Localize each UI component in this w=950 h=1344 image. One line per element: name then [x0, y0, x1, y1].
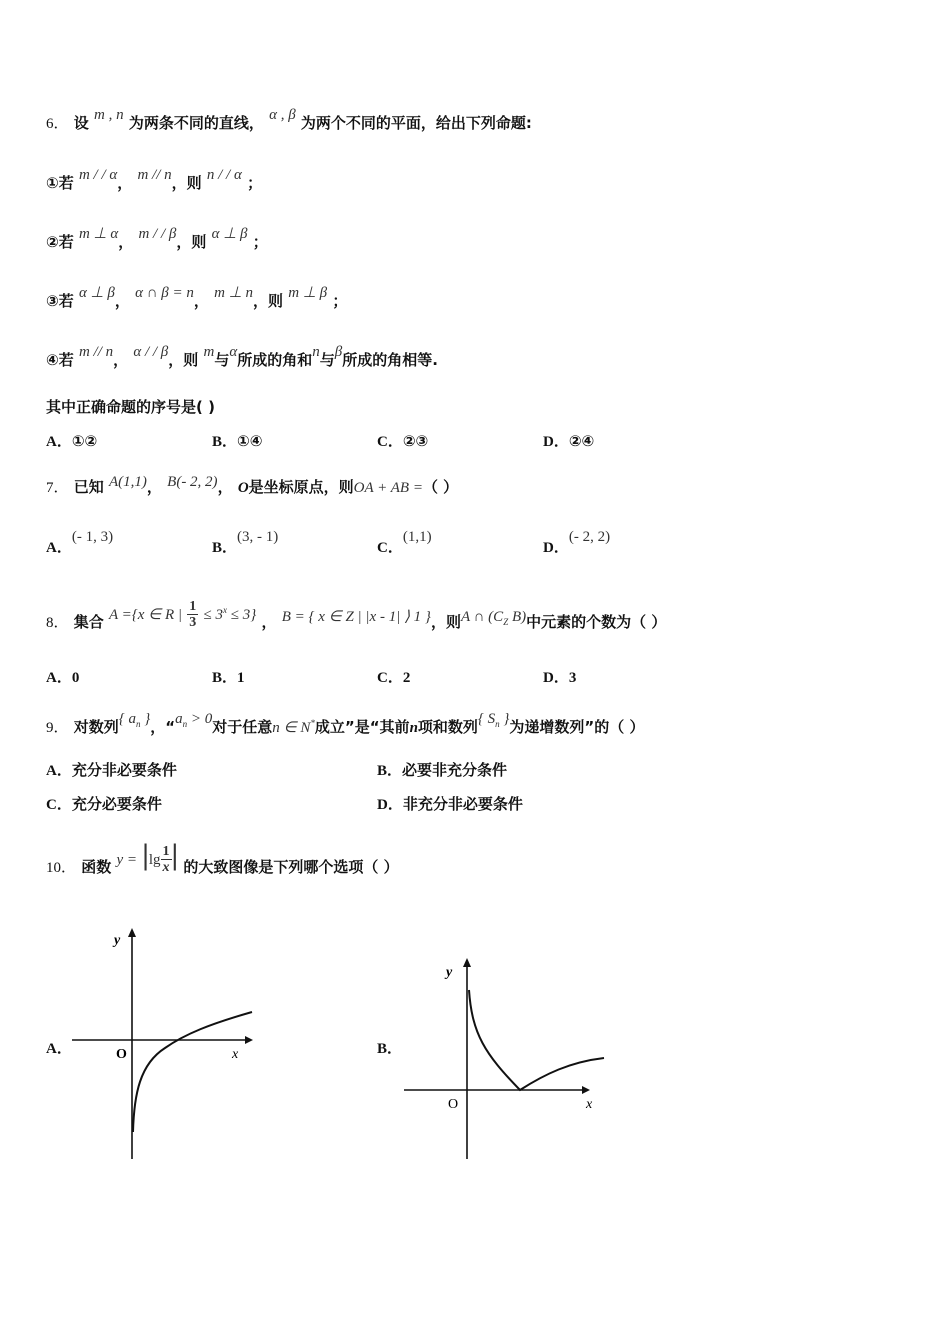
q9-option-d[interactable] — [377, 793, 523, 816]
q7-option-c[interactable] — [377, 529, 432, 559]
numerator: 1 — [162, 844, 170, 859]
q8-option-d[interactable] — [543, 666, 576, 689]
math-sequence: { $a_n$ } — [118, 711, 151, 729]
subscript: n — [136, 719, 141, 729]
text: ； — [252, 233, 268, 251]
text: 函数 — [81, 858, 112, 876]
q6-proposition-4: ④若 m // n， α / / β，则 m与α所成的角和n与β所成的角相等. — [46, 344, 438, 369]
q6-option-d[interactable] — [543, 430, 594, 453]
q6-proposition-1: ①若 m / / α， m // n，则 n / / α ； — [46, 167, 263, 192]
math-intersection — [461, 609, 526, 625]
option-text: 0 — [71, 670, 80, 686]
y-axis-arrow — [463, 958, 471, 967]
option-label: B． — [377, 763, 403, 779]
math: S — [487, 711, 496, 727]
math: lg — [148, 852, 161, 868]
curve — [133, 1012, 252, 1132]
prop-mark: ②若 — [46, 233, 74, 251]
question-number: 10． — [46, 860, 77, 876]
q8-option-b[interactable] — [212, 666, 245, 689]
prop-mark: ①若 — [46, 174, 74, 192]
option-label: A． — [46, 540, 72, 556]
math: n ∈ N — [272, 720, 311, 736]
option-text: 1 — [237, 670, 245, 686]
text: ； — [247, 174, 263, 192]
q9-option-c[interactable] — [46, 793, 162, 816]
fraction — [187, 599, 198, 630]
q6-proposition-3: ③若 α ⊥ β， α ∩ β = n， m ⊥ n，则 m ⊥ β ； — [46, 285, 348, 310]
math: B) — [508, 609, 527, 625]
text: 集合 — [73, 613, 104, 631]
text: 对数列 — [73, 718, 119, 736]
q8-option-a[interactable] — [46, 666, 79, 689]
math: n — [409, 720, 418, 736]
question-number: 6． — [46, 116, 69, 132]
math: n — [312, 344, 320, 360]
option-label: D． — [377, 797, 403, 813]
option-label: D． — [543, 670, 569, 686]
math-planes: α , β — [269, 107, 296, 123]
text: 项和数列 — [417, 718, 478, 736]
q9-stem — [46, 712, 645, 744]
subscript: n — [182, 719, 188, 729]
option-label: A． — [46, 1041, 72, 1057]
text: 为两个不同的平面，给出下列命题: — [300, 114, 532, 132]
y-label: y — [446, 965, 453, 980]
option-label: A． — [46, 434, 72, 450]
math: m — [203, 344, 215, 360]
text: 为递增数列”的（ ） — [509, 718, 645, 736]
option-text: (1,1) — [402, 529, 432, 545]
q10-option-a[interactable] — [46, 1037, 72, 1060]
text: 是坐标原点，则 — [248, 478, 354, 496]
option-label: A． — [46, 670, 72, 686]
text: 所成的角相等. — [342, 351, 438, 369]
text: ， — [261, 613, 277, 631]
math-set-a — [109, 599, 261, 630]
q9-option-a[interactable] — [46, 759, 177, 782]
prop-mark: ③若 — [46, 292, 74, 310]
denominator: x — [162, 860, 170, 875]
math: m / / β — [138, 226, 177, 242]
math: m // n — [137, 167, 172, 183]
option-text: ①④ — [237, 432, 263, 450]
text: ， — [146, 478, 162, 496]
math-point-a: A(1,1) — [109, 474, 147, 490]
option-text: 非充分非必要条件 — [402, 795, 523, 813]
option-label: D． — [543, 540, 569, 556]
q7-option-d[interactable] — [543, 529, 611, 559]
math: a — [175, 711, 183, 727]
option-text: ②④ — [568, 432, 595, 450]
text: ； — [332, 292, 348, 310]
math: α ⊥ β — [211, 226, 248, 242]
option-label: B． — [377, 1041, 403, 1057]
q6-option-a[interactable] — [46, 430, 97, 453]
option-text: (3, - 1) — [237, 529, 279, 545]
option-label: C． — [377, 434, 403, 450]
math: m ⊥ α — [78, 226, 119, 242]
q6-stem — [46, 107, 532, 135]
option-label: A． — [46, 763, 72, 779]
math: m ⊥ n — [214, 285, 254, 301]
math: ≤ 3} — [226, 607, 257, 623]
subscript: n — [495, 719, 500, 729]
math: n / / α — [206, 167, 242, 183]
option-text: 必要非充分条件 — [402, 761, 508, 779]
math: α / / β — [133, 344, 169, 360]
math: m / / α — [78, 167, 118, 183]
option-text: (- 2, 2) — [568, 529, 611, 545]
math: A ∩ (C — [460, 609, 504, 625]
text: 对于任意 — [212, 718, 273, 736]
exponent: x — [222, 605, 227, 615]
text: 与 — [319, 351, 335, 369]
q9-option-b[interactable] — [377, 759, 507, 782]
q6-option-c[interactable] — [377, 430, 428, 453]
text: ，则 — [430, 613, 461, 631]
text: 中元素的个数为（ ） — [526, 613, 667, 631]
x-label: x — [586, 1097, 593, 1112]
numerator: 1 — [189, 599, 197, 614]
math: > 0 — [187, 711, 213, 727]
math: a — [128, 711, 137, 727]
text: ，“ — [150, 718, 176, 736]
superscript: * — [310, 718, 315, 728]
q7-option-b[interactable] — [212, 529, 279, 559]
option-label: B． — [212, 540, 238, 556]
option-label: D． — [543, 434, 569, 450]
option-text: (- 1, 3) — [71, 529, 114, 545]
text: 设 — [73, 114, 89, 132]
math: m // n — [78, 344, 114, 360]
q8-option-c[interactable] — [377, 666, 410, 689]
text: ， — [217, 478, 233, 496]
graph-option-b — [400, 954, 610, 1164]
math: α ⊥ β — [78, 285, 115, 301]
option-label: C． — [377, 670, 403, 686]
subscript: Z — [503, 617, 509, 627]
math: ≤ 3 — [203, 607, 223, 623]
graph-option-a — [70, 924, 260, 1164]
math-function: y = |lg $\frac{1}{x}$ | — [116, 838, 179, 875]
curve — [469, 990, 604, 1090]
option-label: C． — [377, 540, 403, 556]
option-text: 充分非必要条件 — [71, 761, 177, 779]
math: m ⊥ β — [288, 285, 328, 301]
text: 成立”是“其前 — [314, 718, 410, 736]
q10-stem — [46, 838, 399, 883]
q10-option-b[interactable] — [377, 1037, 402, 1060]
option-label: B． — [212, 670, 238, 686]
text: 所成的角和 — [237, 351, 313, 369]
origin-label: O — [116, 1047, 127, 1062]
x-axis-arrow — [582, 1086, 590, 1094]
option-label: B． — [212, 434, 238, 450]
y-label: y — [114, 933, 121, 948]
question-number: 7． — [46, 480, 69, 496]
math-lines: m , n — [94, 107, 124, 123]
q6-question: 其中正确命题的序号是( ) — [46, 398, 215, 416]
math: α — [229, 344, 238, 360]
q8-stem — [46, 599, 667, 643]
q7-stem — [46, 476, 458, 499]
math-condition — [175, 711, 212, 727]
math-point-b: B(- 2, 2) — [167, 474, 218, 490]
text: （ ） — [422, 478, 459, 496]
option-text: 2 — [402, 670, 411, 686]
text: 的大致图像是下列哪个选项（ ） — [183, 858, 399, 876]
math: β — [334, 344, 343, 360]
option-label: C． — [46, 797, 72, 813]
math-natural — [272, 720, 315, 736]
x-label: x — [232, 1047, 239, 1062]
option-text: ②③ — [402, 432, 429, 450]
origin-label: O — [237, 480, 249, 496]
prop-mark: ④若 — [46, 351, 74, 369]
option-text: 充分必要条件 — [71, 795, 162, 813]
text: 已知 — [73, 478, 104, 496]
math: y = — [116, 852, 138, 868]
origin-label: O — [448, 1097, 459, 1112]
question-number: 9． — [46, 720, 69, 736]
option-text: ①② — [71, 432, 98, 450]
y-axis-arrow — [128, 928, 136, 937]
math-sum-sequence: { $S_n$ } — [477, 711, 510, 729]
q7-option-a[interactable] — [46, 529, 114, 559]
math-vector-sum: OA + AB = — [353, 480, 423, 496]
denominator: 3 — [189, 615, 197, 630]
fraction — [161, 844, 172, 875]
question-number: 8． — [46, 615, 69, 631]
x-axis-arrow — [245, 1036, 253, 1044]
math: α ∩ β = n — [135, 285, 194, 301]
option-text: 3 — [568, 670, 577, 686]
math: A ={x ∈ R | — [109, 607, 183, 623]
q6-proposition-2: ②若 m ⊥ α， m / / β，则 α ⊥ β ； — [46, 226, 268, 251]
text: 为两条不同的直线， — [128, 114, 264, 132]
text: 与 — [214, 351, 230, 369]
q6-option-b[interactable] — [212, 430, 262, 453]
math-set-b: B = { x ∈ Z | |x - 1| ⟩ 1 } — [281, 609, 431, 625]
